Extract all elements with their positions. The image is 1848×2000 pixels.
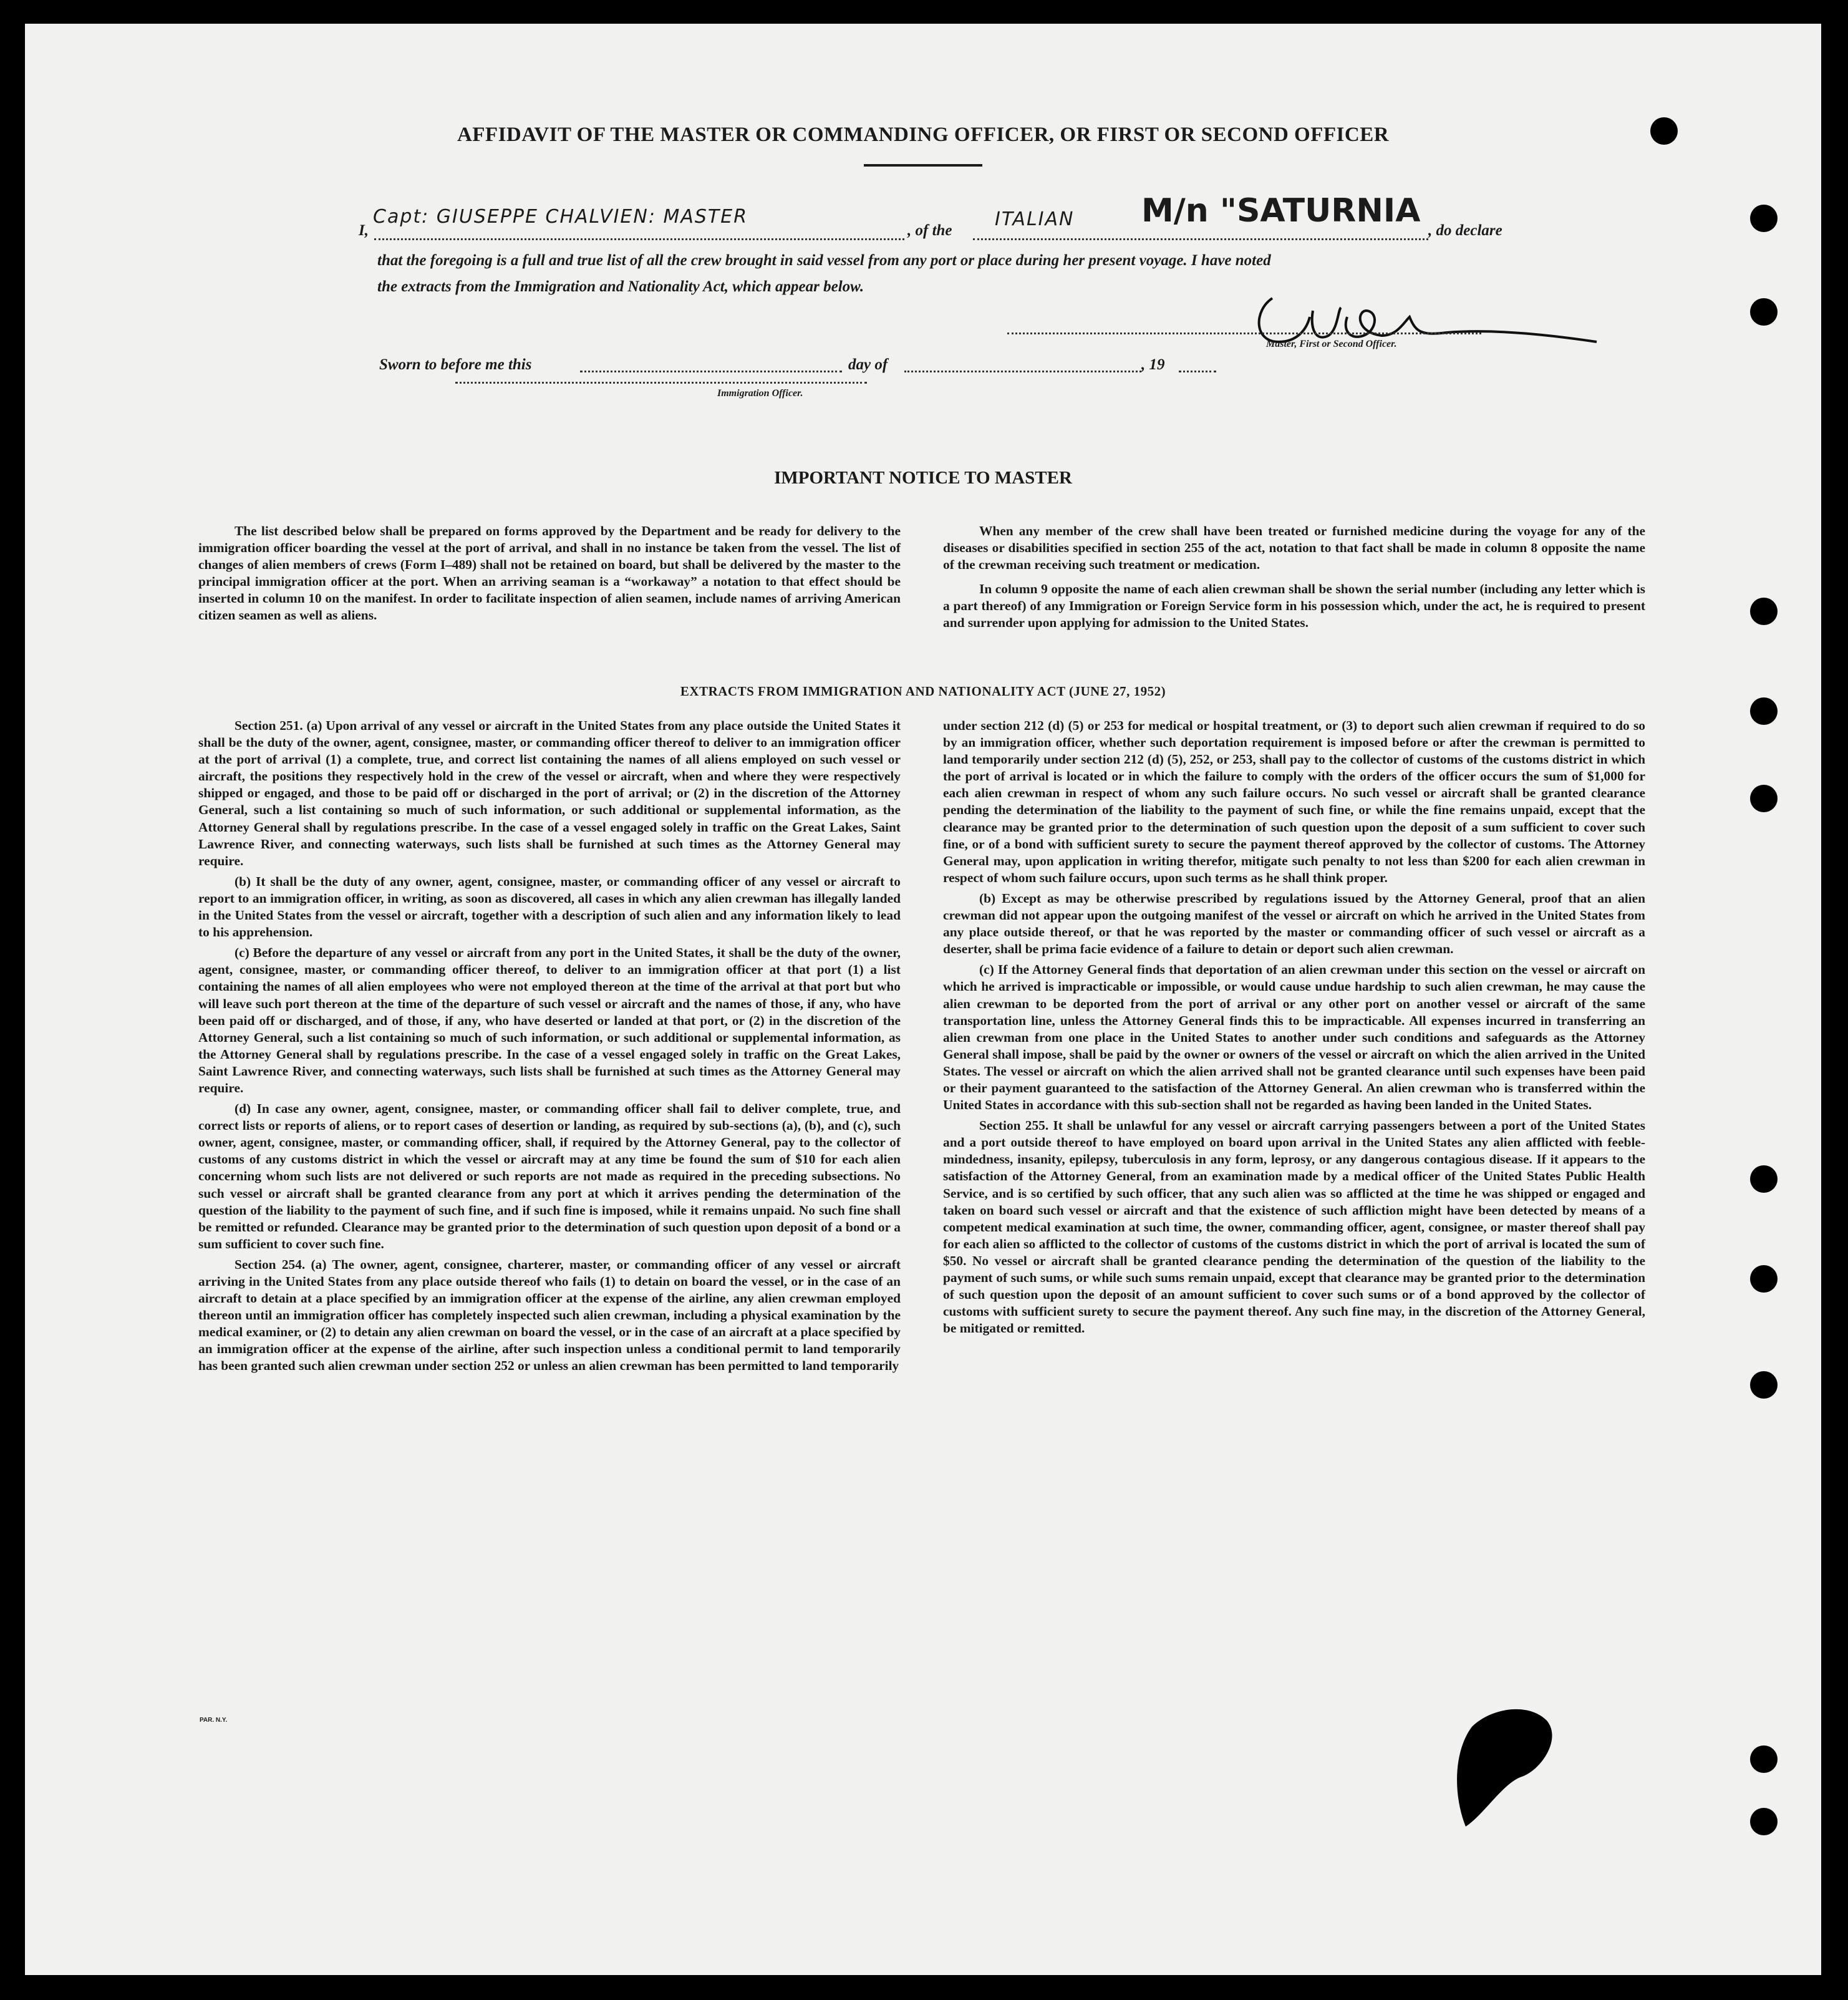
signature-caption: Master, First or Second Officer.	[1266, 339, 1397, 349]
affidavit-line-2: that the foregoing is a full and true list of all the crew brought in said vessel from any port or place during her present voyage. I have noted	[377, 252, 1271, 269]
declarant-line	[374, 238, 904, 240]
document-page	[25, 24, 1821, 1975]
punch-hole	[1750, 697, 1778, 725]
extracts-title: EXTRACTS FROM IMMIGRATION AND NATIONALITY ACT (JUNE 27, 1952)	[680, 684, 1166, 699]
torn-corner-damage	[1447, 1702, 1572, 1864]
section-254c: (c) If the Attorney General finds that deportation of an alien crewman under this section on the vessel or aircraft on which he arrived is impracticable or impossible, or would cause undue hardship to such alien crewman, he may cause the alien crewman to be deported from the port of arrival or any other port on another vessel or aircraft of the same transportation line, unless the Attorney General finds this to be impracticable. All expenses incurred in transferring an alien crewman from one place in the United States to another under such conditions and safeguards as the Attorney General shall impose, shall be paid by the owner or owners of the vessel or aircraft on which the alien arrived in the United States. The vessel or aircraft on which the alien arrived shall not be granted clearance until such expenses have been paid or their payment guaranteed to the satisfaction of the Attorney General. An alien crewman who is transferred within the United States in accordance with this sub-section shall not be regarded as having been landed in the United States.	[943, 962, 1645, 1113]
sworn-label: Sworn to before me this	[379, 356, 532, 373]
vessel-name: M/n "SATURNIA	[1141, 192, 1421, 230]
punch-hole	[1750, 1745, 1778, 1773]
of-the-label: , of the	[907, 222, 952, 239]
notice-title: IMPORTANT NOTICE TO MASTER	[774, 468, 1072, 488]
title-underline	[864, 164, 982, 167]
sworn-day-line	[580, 371, 842, 372]
officer-caption: Immigration Officer.	[717, 388, 803, 399]
nationality: ITALIAN	[995, 208, 1075, 230]
sworn-year-line	[1179, 371, 1216, 372]
punch-hole	[1750, 785, 1778, 812]
notice-paragraph: When any member of the crew shall have been treated or furnished medicine during the voyage for any of the diseases or disabilities specified in section 255 of the act, notation to that fact shall be made in column 8 opposite the name of the crewman receiving such treatment or medication.	[943, 523, 1645, 573]
extracts-right-column	[943, 717, 1645, 1341]
signature-line	[1007, 333, 1481, 334]
punch-hole	[1750, 1265, 1778, 1293]
notice-left-column	[198, 523, 901, 628]
punch-hole	[1750, 598, 1778, 625]
affidavit-title: AFFIDAVIT OF THE MASTER OR COMMANDING OFFICER, OR FIRST OR SECOND OFFICER	[457, 124, 1390, 146]
affidavit-line-3: the extracts from the Immigration and Nationality Act, which appear below.	[377, 278, 864, 295]
officer-signature-line	[455, 382, 867, 384]
punch-hole	[1750, 1165, 1778, 1193]
punch-hole	[1750, 1371, 1778, 1399]
day-of-label: day of	[848, 356, 888, 373]
section-251d: (d) In case any owner, agent, consignee, master, or commanding officer shall fail to deliver complete, true, and correct lists or reports of aliens, or to report cases of desertion or landing, as required by sub-sections (a), (b), and (c), such owner, agent, consignee, master, or commanding officer, shall, if required by the Attorney General, pay to the collector of customs of any customs district in which the vessel or aircraft may at any time be found the sum of $10 for each alien concerning whom such lists are not delivered or such reports are not made as required in the preceding subsections. No such vessel or aircraft shall be granted clearance from any port at which it arrives pending the determination of the question of the liability to the payment of such fine, and if such fine is imposed, while it remains unpaid. No such fine shall be remitted or refunded. Clearance may be granted prior to the determination of such question upon deposit of a bond or a sum sufficient to cover such fine.	[198, 1101, 901, 1251]
notice-paragraph: In column 9 opposite the name of each alien crewman shall be shown the serial number (including any letter which is a part thereof) of any Immigration or Foreign Service form in his possession which, under the act, he is required to present and surrender upon applying for admission to the United States.	[943, 581, 1645, 631]
year-label: , 19	[1141, 356, 1165, 373]
section-251b: (b) It shall be the duty of any owner, agent, consignee, master, or commanding officer of any vessel or aircraft to report to an immigration officer, in writing, as soon as discovered, all cases in which any alien crewman has illegally landed in the United States from the vessel or aircraft, together with a description of such alien and any information likely to lead to his apprehension.	[198, 873, 901, 940]
section-255: Section 255. It shall be unlawful for any vessel or aircraft carrying passengers between a port of the United States and a port outside thereof to have employed on board upon arrival in the United States any alien afflicted with feeble-mindedness, insanity, epilepsy, tuberculosis in any form, leprosy, or any dangerous contagious disease. If it appears to the satisfaction of the Attorney General, from an examination made by a medical officer of the United States Public Health Service, and is so certified by such officer, that any such alien was so afflicted at the time he was shipped or engaged and taken on board such vessel or aircraft and that the existence of such affliction might have been detected by means of a competent medical examination at such time, the owner, commanding officer, agent, consignee, or master thereof shall pay for each alien so afflicted to the collector of customs of the customs district in which the port of arrival is located the sum of $50. No vessel or aircraft shall be granted clearance pending the determination of the question of the liability to the payment of such sums, or while such sums remain unpaid, except that clearance may be granted prior to the determination of such question upon the deposit of an amount sufficient to cover such sums or of a bond approved by the collector of customs with sufficient surety to secure the payment thereof. Any such fine may, in the discretion of the Attorney General, be mitigated or remitted.	[943, 1118, 1645, 1336]
vessel-line	[973, 238, 1428, 240]
sworn-month-line	[904, 371, 1141, 372]
printer-code: PAR. N.Y.	[200, 1717, 228, 1724]
section-251c: (c) Before the departure of any vessel or aircraft from any port in the United States, it shall be the duty of the owner, agent, consignee, master, or commanding officer thereof, to deliver to an immigration officer at that port (1) a list containing the names of all alien employees who were not employed thereon at the time of the arrival at that port but who will leave such port thereon at the time of the departure of such vessel or aircraft and the names of those, if any, who have been paid off or discharged, and of those, if any, who have deserted or landed at that port, or (2) in the discretion of the Attorney General, such a list containing so much of such information, or such additional or supplemental information, as the Attorney General shall by regulations prescribe. In the case of a vessel engaged solely in traffic on the Great Lakes, Saint Lawrence River, and connecting waterways, such lists shall be furnished at such times as the Attorney General may require.	[198, 945, 901, 1095]
declarant-prefix: I,	[359, 222, 369, 239]
extracts-left-column	[198, 717, 901, 1379]
punch-hole	[1750, 298, 1778, 326]
punch-hole	[1750, 205, 1778, 232]
section-254a-continued: under section 212 (d) (5) or 253 for medical or hospital treatment, or (3) to deport such alien crewman if required to do so by an immigration officer, whether such deportation requirement is imposed before or after the crewman is permitted to land temporarily under section 212 (d) (5), 252, or 253, shall pay to the collector of customs of the customs district in which the port of arrival is located or in which the failure to comply with the orders of the officer occurs the sum of $1,000 for each alien crewman in respect of whom any such failure occurs. No such vessel or aircraft shall be granted clearance pending the determination of the liability to the payment of such fine, or while the fine remains unpaid, except that the clearance may be granted prior to the determination of such question upon the deposit of a sum sufficient to cover such fine, or of a bond with sufficient surety to secure the payment thereof approved by the collector of customs. The Attorney General may, upon application in writing therefor, mitigate such penalty to not less than $200 for each alien crewman in respect of whom such failure occurs, upon such terms as he shall think proper.	[943, 718, 1645, 885]
notice-right-column	[943, 523, 1645, 636]
section-254b: (b) Except as may be otherwise prescribed by regulations issued by the Attorney General, proof that an alien crewman did not appear upon the outgoing manifest of the vessel or aircraft on which he arrived in the United States from any place outside thereof, or that he was reported by the master or commanding officer of such vessel or aircraft as a deserter, shall be prima facie evidence of a failure to detain or deport such alien crewman.	[943, 890, 1645, 957]
section-251a: Section 251. (a) Upon arrival of any vessel or aircraft in the United States from any place outside the United States it shall be the duty of the owner, agent, consignee, master, or commanding officer thereof to deliver to an immigration officer at the port of arrival (1) a complete, true, and correct list containing the names of all aliens employed on such vessel or aircraft, the positions they respectively hold in the crew of the vessel or aircraft, when and where they were respectively shipped or engaged, and those to be paid off or discharged in the port of arrival; or (2) in the discretion of the Attorney General, such a list containing so much of such information, or such additional or supplemental information, as the Attorney General shall by regulations prescribe. In the case of a vessel engaged solely in traffic on the Great Lakes, Saint Lawrence River, and connecting waterways, such lists shall be furnished at such times as the Attorney General may require.	[198, 718, 901, 868]
punch-hole	[1750, 1808, 1778, 1835]
do-declare-label: , do declare	[1428, 222, 1502, 239]
declarant-name: Capt: GIUSEPPE CHALVIEN: MASTER	[373, 206, 748, 228]
section-254a: Section 254. (a) The owner, agent, consignee, charterer, master, or commanding officer of any vessel or aircraft arriving in the United States from any place outside thereof who fails (1) to detain on board the vessel, or in the case of an aircraft to detain at a place specified by an immigration officer at the expense of the airline, any alien crewman employed thereon until an immigration officer has completely inspected such alien crewman, including a physical examination by the medical examiner, or (2) to detain any alien crewman on board the vessel, or in the case of an aircraft at a place specified by an immigration officer at the expense of the airline, after such inspection unless a conditional permit to land temporarily has been granted such alien crewman under section 252 or unless an alien crewman has been permitted to land temporarily	[198, 1256, 901, 1374]
notice-paragraph: The list described below shall be prepared on forms approved by the Department and be ready for delivery to the immigration officer boarding the vessel at the port of arrival, and shall in no instance be taken from the vessel. The list of changes of alien members of crews (Form I–489) shall not be retained on board, but shall be delivered by the master to the principal immigration officer at the port. When an arriving seaman is a “workaway” a notation to that effect should be inserted in column 10 on the manifest. In order to facilitate inspection of alien seamen, include names of arriving American citizen seamen as well as aliens.	[198, 523, 901, 623]
